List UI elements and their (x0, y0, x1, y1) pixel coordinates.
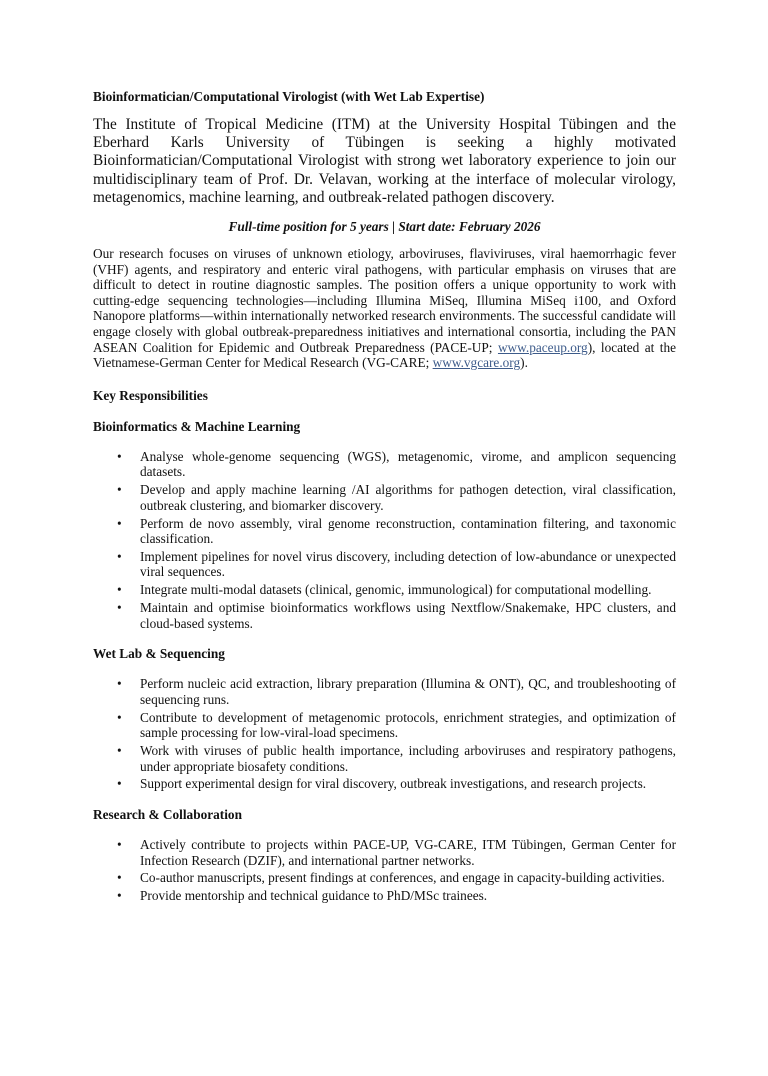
section-heading-research: Research & Collaboration (93, 806, 242, 822)
list-item (93, 516, 676, 547)
list-item (93, 600, 676, 631)
list-item-text: Implement pipelines for novel virus discovery, including detection of low-abundance or unexpected viral sequences. (140, 548, 676, 580)
list-item-text: Maintain and optimise bioinformatics workflows using Nextflow/Snakemake, HPC clusters, and cloud-based systems. (140, 600, 676, 631)
job-title: Bioinformatician/Computational Virologist (with Wet Lab Expertise) (93, 89, 485, 104)
key-responsibilities-heading: Key Responsibilities (93, 387, 208, 403)
bullet-icon: • (117, 836, 122, 852)
section-heading-bioinformatics: Bioinformatics & Machine Learning (93, 418, 301, 434)
bullet-icon: • (117, 870, 122, 886)
list-item-text: Co-author manuscripts, present findings at conferences, and engage in capacity-building activities. (140, 870, 665, 886)
intro-paragraph: The Institute of Tropical Medicine (ITM) at the University Hospital Tübingen and the Eberhard Karls University of Tübingen is seeking a highly motivated Bioinformatician/Computational Virologist with strong wet laboratory experience to join our multidisciplinary team of Prof. Dr. Velavan, working at the interface of molecular virology, metagenomics, machine learning, and outbreak-related pathogen discovery. (93, 116, 676, 206)
bullet-icon: • (117, 515, 122, 531)
bullet-icon: • (117, 742, 122, 758)
position-line: Full-time position for 5 years | Start date: February 2026 (228, 219, 541, 235)
bullet-icon: • (117, 600, 122, 616)
list-item-text: Integrate multi-modal datasets (clinical, genomic, immunological) for computational modelling. (140, 582, 652, 598)
bullet-icon: • (117, 709, 122, 725)
list-item (93, 743, 676, 774)
research-text-1: Our research focuses on viruses of unknown etiology, arboviruses, flaviviruses, viral haemorrhagic fever (VHF) agents, and respiratory and enteric viral pathogens, with particular emphasis on viruses that are difficult to detect in routine diagnostic samples. The position offers a unique opportunity to work with cutting-edge sequencing technologies—including Illumina MiSeq, Illumina MiSeq i100, and Oxford Nanopore platforms—within internationally networked research environments. The successful candidate will engage closely with global outbreak-preparedness initiatives and international consortia, including the PAN ASEAN Coalition for Epidemic and Outbreak Preparedness (PACE-UP; (93, 246, 676, 355)
bullet-icon: • (117, 548, 122, 564)
bullet-icon: • (117, 482, 122, 498)
list-item-text: Provide mentorship and technical guidance to PhD/MSc trainees. (140, 888, 488, 904)
research-paragraph (93, 246, 676, 371)
bullet-icon: • (117, 888, 122, 904)
section-heading-wet-lab: Wet Lab & Sequencing (93, 646, 225, 662)
list-item (93, 837, 676, 868)
bullet-icon: • (117, 776, 122, 792)
bullet-icon: • (117, 676, 122, 692)
list-item-text: Perform nucleic acid extraction, library preparation (Illumina & ONT), QC, and troubleshooting of sequencing runs. (140, 676, 676, 707)
list-item-text: Analyse whole-genome sequencing (WGS), metagenomic, virome, and amplicon sequencing datasets. (140, 448, 676, 480)
list-item (93, 888, 676, 904)
list-item (93, 549, 676, 580)
bullet-icon: • (117, 582, 122, 598)
list-item-text: Support experimental design for viral discovery, outbreak investigations, and research projects. (140, 776, 647, 792)
research-text-2: ), located at the Vietnamese-German Center for Medical Research (VG-CARE; (93, 339, 676, 371)
research-text-3: ). (520, 355, 528, 371)
research-list (93, 837, 676, 904)
list-item-text: Work with viruses of public health importance, including arboviruses and respiratory pathogens, under appropriate biosafety conditions. (140, 742, 676, 774)
list-item (93, 710, 676, 741)
bioinformatics-list (93, 449, 676, 631)
list-item (93, 776, 676, 792)
list-item-text: Perform de novo assembly, viral genome reconstruction, contamination filtering, and taxonomic classification. (140, 515, 676, 547)
list-item-text: Actively contribute to projects within PACE-UP, VG-CARE, ITM Tübingen, German Center for Infection Research (DZIF), and international partner networks. (140, 836, 676, 868)
list-item (93, 449, 676, 480)
list-item (93, 676, 676, 707)
vgcare-link[interactable]: www.vgcare.org (432, 355, 521, 371)
list-item-text: Develop and apply machine learning /AI algorithms for pathogen detection, viral classification, outbreak clustering, and biomarker discovery. (140, 482, 676, 513)
wet-lab-list (93, 676, 676, 792)
list-item (93, 870, 676, 886)
list-item (93, 582, 676, 598)
list-item (93, 482, 676, 513)
bullet-icon: • (117, 448, 122, 464)
paceup-link[interactable]: www.paceup.org (497, 339, 588, 355)
list-item-text: Contribute to development of metagenomic protocols, enrichment strategies, and optimization of sample processing for low-viral-load specimens. (140, 709, 676, 741)
